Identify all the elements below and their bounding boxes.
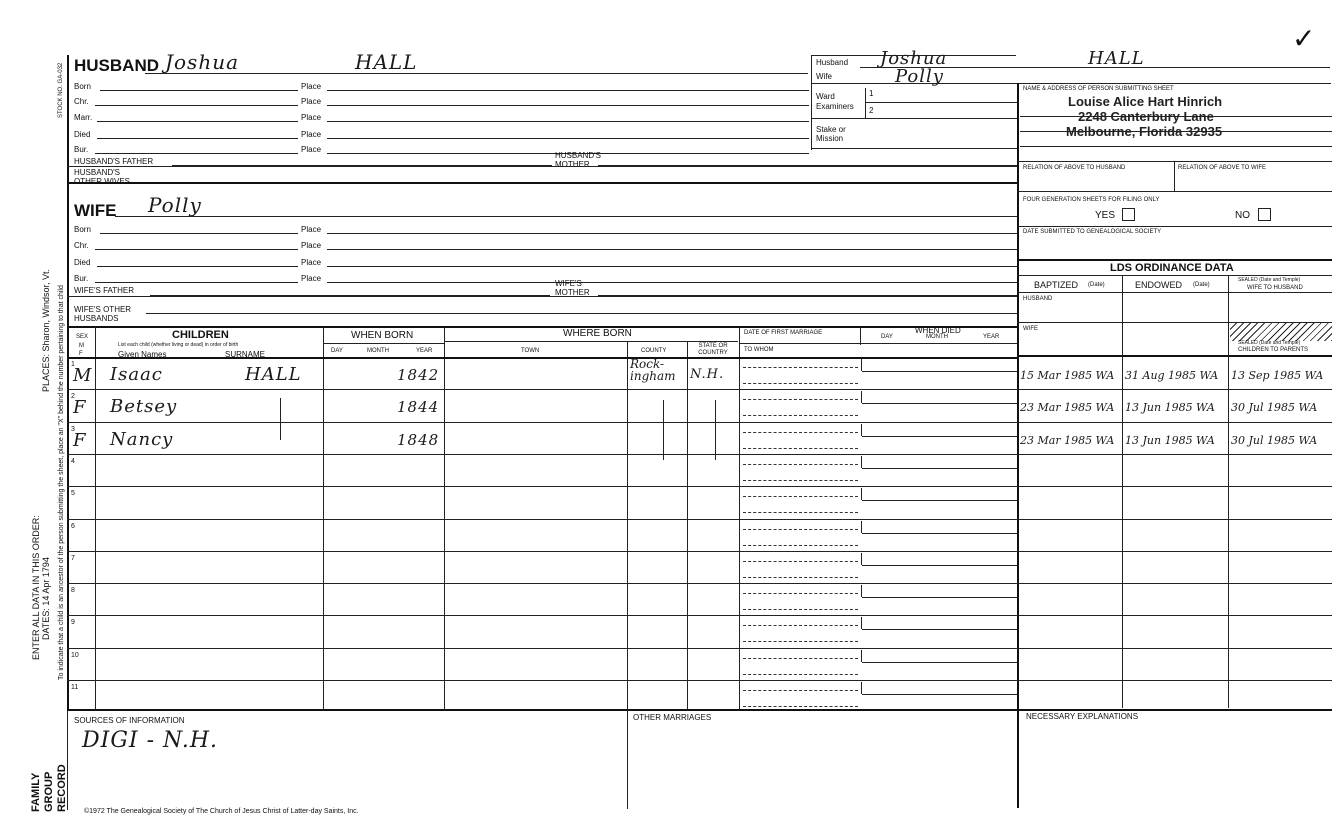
examiner-1: 1 xyxy=(869,89,874,98)
child-marriage-date-line xyxy=(743,464,858,465)
child-row-line xyxy=(67,486,1332,487)
stake-label: Stake or Mission xyxy=(816,125,846,143)
where-born-header: WHERE BORN xyxy=(563,328,632,339)
husband-died-place-label: Place xyxy=(301,130,322,139)
lds-husband-label: HUSBAND xyxy=(1023,296,1053,302)
rh-wife-given: Polly xyxy=(895,66,944,87)
husband-bur-label: Bur. xyxy=(74,145,89,154)
wife-born-place-label: Place xyxy=(301,225,322,234)
dates-instruction: DATES: 14 Apr 1794 xyxy=(41,557,51,640)
husband-bur-place-label: Place xyxy=(301,145,322,154)
husband-chr-label: Chr. xyxy=(74,97,89,106)
child-death-tick xyxy=(861,391,862,403)
child-marriage-date-line xyxy=(743,658,858,659)
wife-born-label: Born xyxy=(74,225,91,234)
child-death-tick xyxy=(861,650,862,662)
child-death-line xyxy=(862,371,1017,372)
child-birth-year: 1844 xyxy=(397,398,440,417)
sealed-hatched-cell xyxy=(1230,323,1332,341)
child-number: 8 xyxy=(71,587,75,595)
examiner-2: 2 xyxy=(869,106,874,115)
rh-husband-surname: HALL xyxy=(1088,48,1145,69)
checkmark: ✓ xyxy=(1292,22,1316,55)
child-marriage-whom-line xyxy=(743,609,858,610)
sealed-wife-header-1: SEALED (Date and Temple) xyxy=(1238,277,1301,283)
child-marriage-whom-line xyxy=(743,480,858,481)
endowed-date-label: (Date) xyxy=(1193,282,1210,288)
record-title-3: RECORD xyxy=(56,764,68,812)
child-marriage-whom-line xyxy=(743,512,858,513)
child-marriage-date-line xyxy=(743,561,858,562)
rh-husband-given: Joshua xyxy=(880,48,948,69)
child-endowed: 13 Jun 1985 WA xyxy=(1125,401,1215,415)
died-year-header: YEAR xyxy=(983,334,1000,340)
child-death-tick xyxy=(861,585,862,597)
wife-mother-label: WIFE'S MOTHER xyxy=(555,279,590,297)
wife-given-name: Polly xyxy=(148,193,202,217)
child-number: 7 xyxy=(71,554,75,562)
wife-bur-label: Bur. xyxy=(74,274,89,283)
child-marriage-whom-line xyxy=(743,383,858,384)
child-death-line xyxy=(862,468,1017,469)
child-endowed: 31 Aug 1985 WA xyxy=(1125,369,1219,382)
child-marriage-whom-line xyxy=(743,641,858,642)
husband-given-name: Joshua xyxy=(165,50,240,74)
died-day-header: DAY xyxy=(881,334,893,340)
submitter-name: Louise Alice Hart Hinrich xyxy=(1068,94,1223,109)
child-surname: HALL xyxy=(245,364,302,385)
child-death-line xyxy=(862,662,1017,663)
child-death-tick xyxy=(861,424,862,436)
husband-born-place-label: Place xyxy=(301,82,322,91)
child-marriage-whom-line xyxy=(743,577,858,578)
child-row-line xyxy=(67,615,1332,616)
child-marriage-whom-line xyxy=(743,674,858,675)
children-instruction: List each child (whether living or dead) in order of birth xyxy=(118,342,239,348)
yes-label: YES xyxy=(1095,210,1116,221)
ditto-mark xyxy=(280,398,281,440)
ditto-mark xyxy=(663,400,664,460)
child-marriage-date-line xyxy=(743,690,858,691)
child-number: 4 xyxy=(71,457,75,465)
yes-checkbox[interactable] xyxy=(1122,208,1135,221)
husband-died-label: Died xyxy=(74,130,91,139)
when-died-header: WHEN DIED xyxy=(915,326,961,335)
child-row-line xyxy=(67,454,1332,455)
husband-marr-label: Marr. xyxy=(74,113,93,122)
sealed-wife-header-2: WIFE TO HUSBAND xyxy=(1247,285,1303,291)
child-death-tick xyxy=(861,488,862,500)
places-instruction: PLACES: Sharon, Windsor, Vt. xyxy=(41,268,51,392)
sealed-children-header-2: CHILDREN TO PARENTS xyxy=(1238,347,1309,353)
child-endowed: 13 Jun 1985 WA xyxy=(1125,433,1215,447)
born-year-header: YEAR xyxy=(416,348,433,354)
wife-died-place-label: Place xyxy=(301,258,322,267)
husband-marr-place-label: Place xyxy=(301,113,322,122)
no-checkbox[interactable] xyxy=(1258,208,1271,221)
child-death-line xyxy=(862,597,1017,598)
child-sex: F xyxy=(73,429,86,451)
rh-husband-label: Husband xyxy=(816,58,849,67)
wife-other-husbands-label: WIFE'S OTHER HUSBANDS xyxy=(74,305,132,323)
child-death-line xyxy=(862,500,1017,501)
child-row-line xyxy=(67,648,1332,649)
child-row-line xyxy=(67,583,1332,584)
baptized-date-label: (Date) xyxy=(1088,282,1105,288)
children-title: CHILDREN xyxy=(172,329,229,341)
child-given-name: Isaac xyxy=(110,364,163,385)
when-born-header: WHEN BORN xyxy=(351,330,414,341)
child-marriage-date-line xyxy=(743,399,858,400)
ancestor-instruction: To indicate that a child is an ancestor of the person submitting the sheet, place an "X" behind the number pertaining to that child xyxy=(58,285,65,680)
child-given-name: Betsey xyxy=(110,396,178,418)
endowed-label: ENDOWED xyxy=(1135,280,1182,290)
sex-m-header: M xyxy=(79,343,84,349)
child-number: 10 xyxy=(71,651,79,659)
child-sex: M xyxy=(73,365,92,386)
child-marriage-date-line xyxy=(743,593,858,594)
child-marriage-date-line xyxy=(743,529,858,530)
child-baptized: 23 Mar 1985 WA xyxy=(1020,401,1115,415)
child-number: 9 xyxy=(71,619,75,627)
child-death-line xyxy=(862,565,1017,566)
child-row-line xyxy=(67,551,1332,552)
stock-number: STOCK NO. GA-032 xyxy=(58,62,64,118)
sex-header: SEX xyxy=(76,334,89,340)
child-number: 1 xyxy=(71,361,75,368)
necessary-explanations-label: NECESSARY EXPLANATIONS xyxy=(1026,712,1139,721)
husband-mother-label: HUSBAND'S MOTHER xyxy=(555,151,601,169)
to-whom-header: TO WHOM xyxy=(744,347,774,353)
record-title-2: GROUP xyxy=(43,771,55,812)
child-birth-year: 1848 xyxy=(397,430,440,449)
child-marriage-date-line xyxy=(743,432,858,433)
four-generation-label: FOUR GENERATION SHEETS FOR FILING ONLY xyxy=(1023,197,1160,203)
child-marriage-whom-line xyxy=(743,706,858,707)
child-birth-state: N.H. xyxy=(690,367,725,382)
child-death-tick xyxy=(861,553,862,565)
child-death-tick xyxy=(861,456,862,468)
died-month-header: MONTH xyxy=(926,334,948,340)
state-header: STATE OR COUNTRY xyxy=(698,343,728,356)
wife-heading: WIFE xyxy=(74,201,117,220)
sources-label: SOURCES OF INFORMATION xyxy=(74,716,185,725)
enter-all-instruction: ENTER ALL DATA IN THIS ORDER: xyxy=(31,515,41,660)
child-row-line xyxy=(67,389,1332,390)
sex-f-header: F xyxy=(79,351,83,357)
copyright: ©1972 The Genealogical Society of The Church of Jesus Christ of Latter-day Saints, Inc. xyxy=(84,808,359,815)
wife-father-label: WIFE'S FATHER xyxy=(74,286,135,295)
child-marriage-whom-line xyxy=(743,415,858,416)
child-death-line xyxy=(862,436,1017,437)
husband-other-wives-label: HUSBAND'S OTHER WIVES xyxy=(74,168,131,186)
child-sex: F xyxy=(73,397,86,419)
child-death-line xyxy=(862,533,1017,534)
relation-wife-label: RELATION OF ABOVE TO WIFE xyxy=(1178,165,1267,171)
child-number: 5 xyxy=(71,490,75,498)
child-death-tick xyxy=(861,521,862,533)
wife-died-label: Died xyxy=(74,258,91,267)
child-birth-county: Rock-ingham xyxy=(630,357,676,383)
child-death-line xyxy=(862,403,1017,404)
child-row-line xyxy=(67,680,1332,681)
child-marriage-date-line xyxy=(743,496,858,497)
baptized-label: BAPTIZED xyxy=(1034,280,1079,290)
other-marriages-label: OTHER MARRIAGES xyxy=(633,713,712,722)
child-death-tick xyxy=(861,359,862,371)
child-number: 11 xyxy=(71,684,79,691)
wife-chr-place-label: Place xyxy=(301,241,322,250)
child-baptized: 23 Mar 1985 WA xyxy=(1020,433,1115,447)
child-death-line xyxy=(862,694,1017,695)
born-month-header: MONTH xyxy=(367,348,389,354)
submitter-label: NAME & ADDRESS OF PERSON SUBMITTING SHEET xyxy=(1023,86,1174,92)
sources-value: DIGI - N.H. xyxy=(82,728,219,753)
child-number: 3 xyxy=(71,425,75,433)
child-sealed: 13 Sep 1985 WA xyxy=(1231,369,1324,382)
husband-born-label: Born xyxy=(74,82,91,91)
child-number: 2 xyxy=(71,393,75,401)
husband-chr-place-label: Place xyxy=(301,97,322,106)
record-title-1: FAMILY xyxy=(30,772,42,812)
first-marriage-header: DATE OF FIRST MARRIAGE xyxy=(744,330,823,336)
child-row-line xyxy=(67,519,1332,520)
child-death-tick xyxy=(861,682,862,694)
lds-title: LDS ORDINANCE DATA xyxy=(1110,262,1234,274)
child-row-line xyxy=(67,422,1332,423)
child-marriage-whom-line xyxy=(743,545,858,546)
town-header: TOWN xyxy=(521,348,540,354)
relation-husband-label: RELATION OF ABOVE TO HUSBAND xyxy=(1023,165,1126,171)
child-marriage-date-line xyxy=(743,625,858,626)
date-submitted-label: DATE SUBMITTED TO GENEALOGICAL SOCIETY xyxy=(1023,229,1162,235)
submitter-street: 2248 Canterbury Lane xyxy=(1078,109,1214,124)
child-death-line xyxy=(862,629,1017,630)
sealed-children-header-1: SEALED (Date and Temple) xyxy=(1238,340,1301,346)
child-marriage-whom-line xyxy=(743,448,858,449)
ditto-mark xyxy=(715,400,716,460)
given-names-header: Given Names xyxy=(118,350,167,359)
child-marriage-date-line xyxy=(743,367,858,368)
husband-surname: HALL xyxy=(355,50,418,74)
rh-wife-label: Wife xyxy=(816,72,832,81)
husband-father-label: HUSBAND'S FATHER xyxy=(74,157,154,166)
lds-wife-label: WIFE xyxy=(1023,326,1038,332)
submitter-city: Melbourne, Florida 32935 xyxy=(1066,124,1223,139)
no-label: NO xyxy=(1235,210,1250,221)
husband-heading: HUSBAND xyxy=(74,56,159,75)
examiners-label: Examiners xyxy=(816,102,854,111)
child-number: 6 xyxy=(71,522,75,530)
ward-label: Ward xyxy=(816,92,835,101)
child-sealed: 30 Jul 1985 WA xyxy=(1231,433,1318,447)
child-death-tick xyxy=(861,617,862,629)
wife-bur-place-label: Place xyxy=(301,274,322,283)
child-baptized: 15 Mar 1985 WA xyxy=(1020,369,1115,382)
wife-chr-label: Chr. xyxy=(74,241,89,250)
born-day-header: DAY xyxy=(331,348,343,354)
surname-header: SURNAME xyxy=(225,350,266,359)
county-header: COUNTY xyxy=(641,348,667,354)
child-given-name: Nancy xyxy=(110,428,174,450)
child-sealed: 30 Jul 1985 WA xyxy=(1231,401,1318,415)
child-birth-year: 1842 xyxy=(397,366,440,384)
